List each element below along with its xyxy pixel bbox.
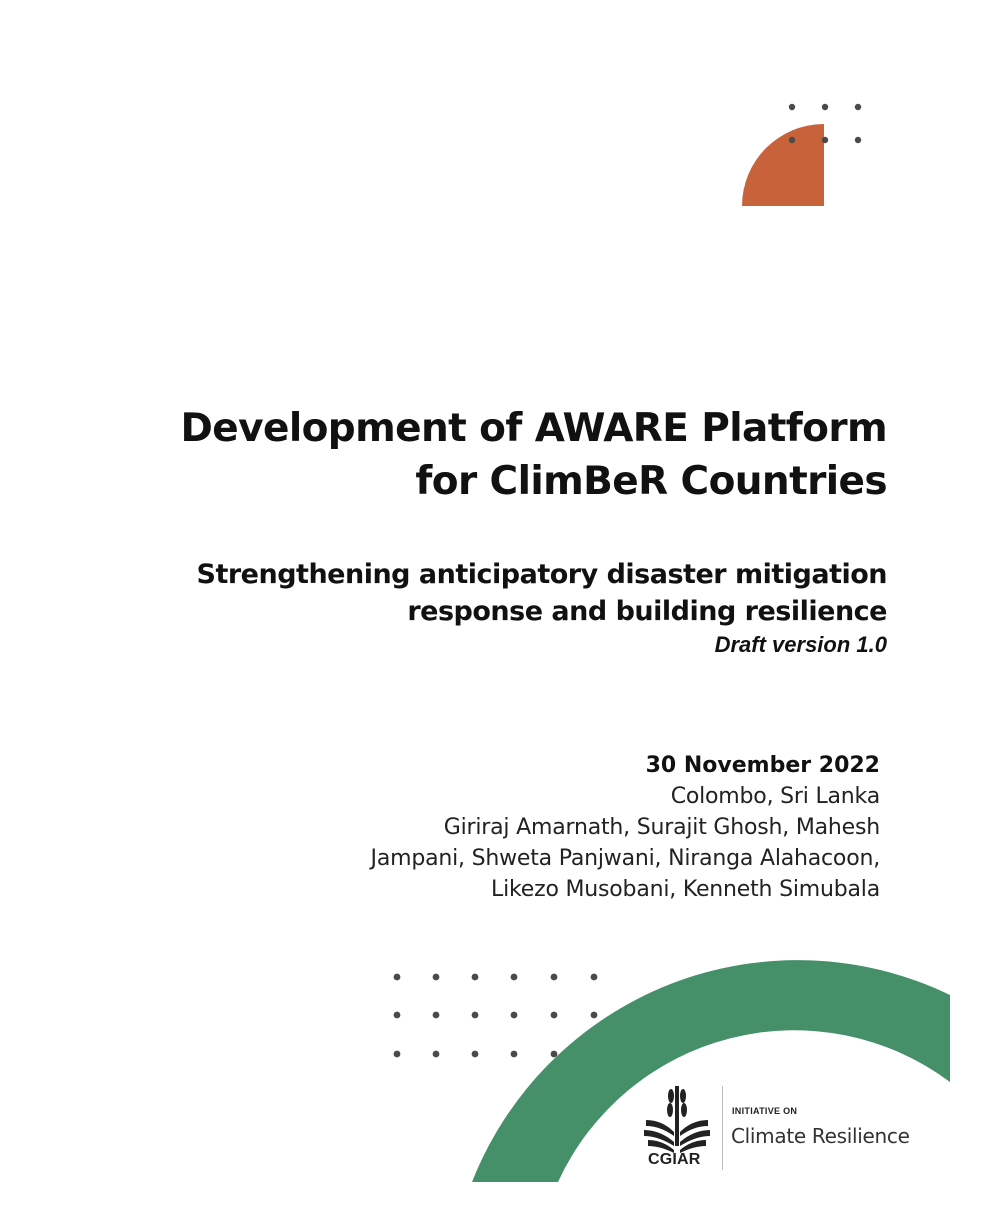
title-block bbox=[67, 402, 887, 508]
initiative-name: Climate Resilience bbox=[731, 1124, 910, 1148]
document-location: Colombo, Sri Lanka bbox=[670, 784, 880, 809]
authors-line-1: Giriraj Amarnath, Surajit Ghosh, Mahesh bbox=[443, 815, 880, 840]
document-date: 30 November 2022 bbox=[645, 753, 880, 778]
cgiar-wordmark: CGIAR bbox=[648, 1151, 701, 1168]
orange-quarter-circle bbox=[742, 124, 824, 206]
initiative-label: INITIATIVE ON bbox=[732, 1106, 798, 1116]
document-title-line-1: Development of AWARE Platform bbox=[180, 406, 887, 451]
bottom-dot-grid bbox=[394, 974, 598, 1058]
cgiar-logo bbox=[640, 1084, 930, 1174]
document-subtitle bbox=[67, 556, 887, 630]
document-version: Draft version 1.0 bbox=[714, 632, 887, 657]
document-title-line-2: for ClimBeR Countries bbox=[415, 459, 887, 504]
subtitle-block bbox=[67, 556, 887, 660]
document-authors bbox=[240, 812, 880, 905]
top-decoration bbox=[730, 95, 880, 215]
document-meta bbox=[240, 750, 880, 905]
document-subtitle-line-2: response and building resilience bbox=[407, 596, 887, 627]
authors-line-3: Likezo Musobani, Kenneth Simubala bbox=[491, 877, 880, 902]
authors-line-2: Jampani, Shweta Panjwani, Niranga Alahacoon, bbox=[370, 846, 880, 871]
cgiar-wheat-icon bbox=[640, 1084, 714, 1154]
logo-divider bbox=[722, 1086, 723, 1170]
document-subtitle-line-1: Strengthening anticipatory disaster mitigation bbox=[196, 559, 887, 590]
document-title bbox=[67, 402, 887, 508]
